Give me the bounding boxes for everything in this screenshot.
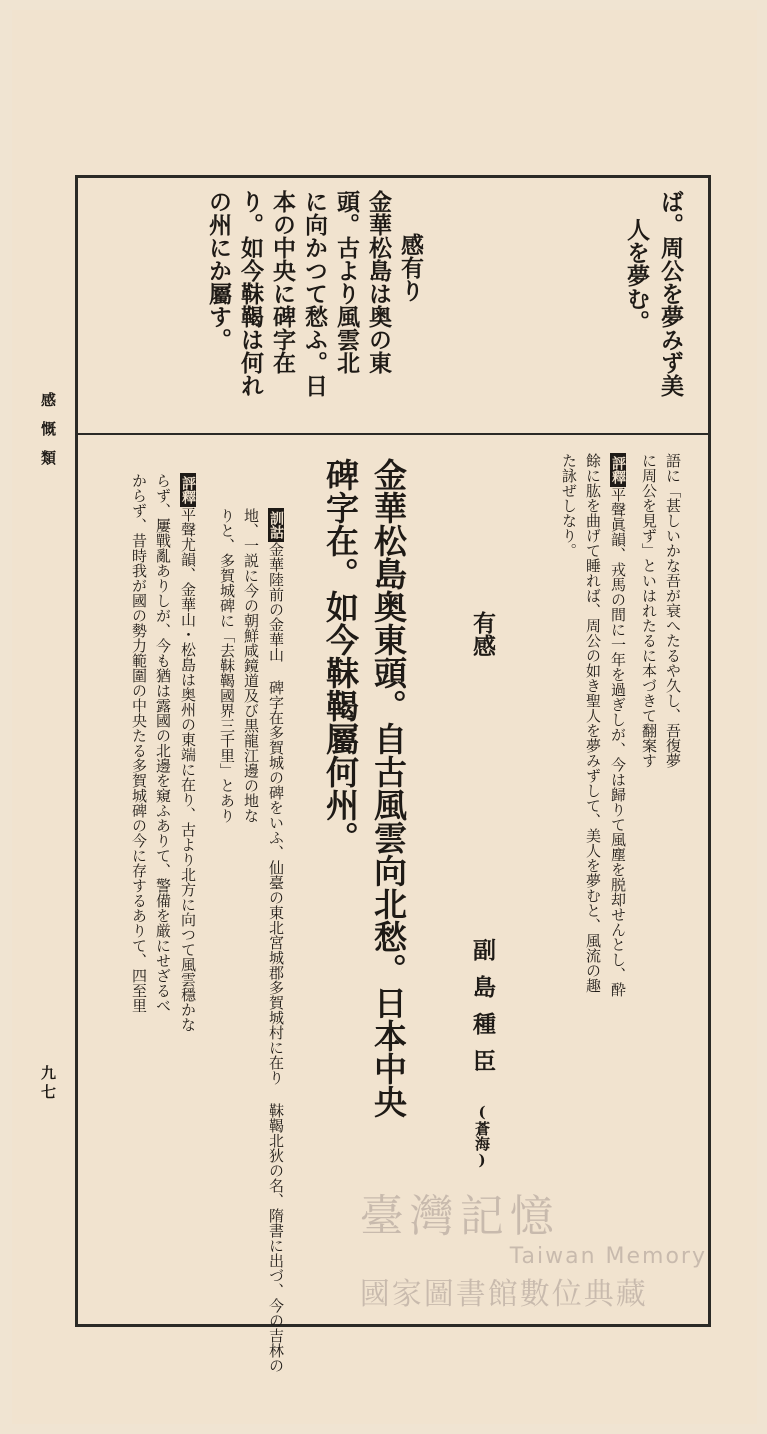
comment-line-1: 平聲尤韻、金華山・松島は奥州の東端に在り、古より北方に向つて風雲穩かな [179, 507, 197, 1032]
comment-block [178, 473, 198, 1032]
poem-author-pen-name: (蒼海) [473, 1103, 491, 1169]
text-frame [75, 175, 711, 1373]
prev-comment-line-1: 平聲眞韻、戎馬の間に一年を過ぎしが、今は歸りて風塵を脱却せんとし、酔 [609, 487, 627, 997]
poem-line-1: 金華松島奥東頭。自古風雲向北愁。日本中央 [369, 458, 408, 1118]
prev-note-line-1: 語に「甚しいかな吾が衰へたるや久し、吾復夢 [664, 453, 682, 768]
upper-left-col-7: の州にか屬す。 [205, 190, 232, 351]
notes-block [266, 508, 286, 1373]
watermark-library: 國家圖書館數位典藏 [359, 1277, 648, 1312]
notes-line-3: りと、多賀城碑に「去靺鞨國界三千里」とあり [218, 508, 236, 823]
upper-left-col-6: り。如今靺鞨は何れ [237, 190, 264, 397]
prev-comment-line-2: 餘に肱を曲げて睡れば、周公の如き聖人を夢みずして、美人を夢むと、風流の趣 [584, 453, 602, 993]
watermark-brand-en: Taiwan Memory [509, 1244, 707, 1269]
prev-note-line-2: に周公を見ず」といはれたるに本づきて翻案す [640, 453, 658, 768]
poem-line-2: 碑字在。如今靺鞨屬何州。 [321, 458, 360, 854]
notes-line-1: 金華陸前の金華山 碑字在多賀城の碑をいふ、仙臺の東北宮城郡多賀城村に在り 靺鞨北狄の名、隋書に出づ、今の吉林の [267, 542, 285, 1373]
comment-line-2: らず、屢戰亂ありしが、今も猶は露國の北邊を窺ふありて、警備を厳にせざるべ [154, 473, 172, 1013]
prev-comment-block [608, 453, 628, 997]
upper-left-col-3: 頭。古より風雲北 [333, 190, 360, 374]
prev-comment-label: 評釋 [610, 453, 626, 487]
watermark-brand: 臺灣記憶 [359, 1191, 560, 1242]
notes-line-2: 地、一説に今の朝鮮咸鏡道及び黒龍江邊の地な [242, 508, 260, 823]
upper-left-col-1: 感有り [397, 233, 424, 302]
poem-author: 副島種臣 [469, 938, 496, 1086]
comment-line-3: からず、昔時我が國の勢力範圍の中央たる多賀城碑の今に存するありて、四至里 [130, 473, 148, 1013]
section-divider [78, 433, 708, 435]
upper-right-col-2: 人を夢む。 [623, 218, 650, 333]
page-number: 九七 [39, 1065, 57, 1103]
notes-label: 訓詁 [268, 508, 284, 542]
running-head: 感慨類 [39, 392, 57, 479]
upper-left-col-2: 金華松島は奥の東 [365, 190, 392, 374]
comment-label: 評釋 [180, 473, 196, 507]
upper-left-col-5: 本の中央に碑字在 [269, 190, 296, 374]
prev-comment-line-3: た詠ぜしなり。 [560, 453, 578, 558]
poem-title: 有感 [469, 611, 496, 657]
upper-right-col-1: ば。周公を夢みず美 [657, 190, 684, 397]
upper-left-col-4: に向かつて愁ふ。日 [301, 190, 328, 397]
watermark [360, 1180, 707, 1313]
